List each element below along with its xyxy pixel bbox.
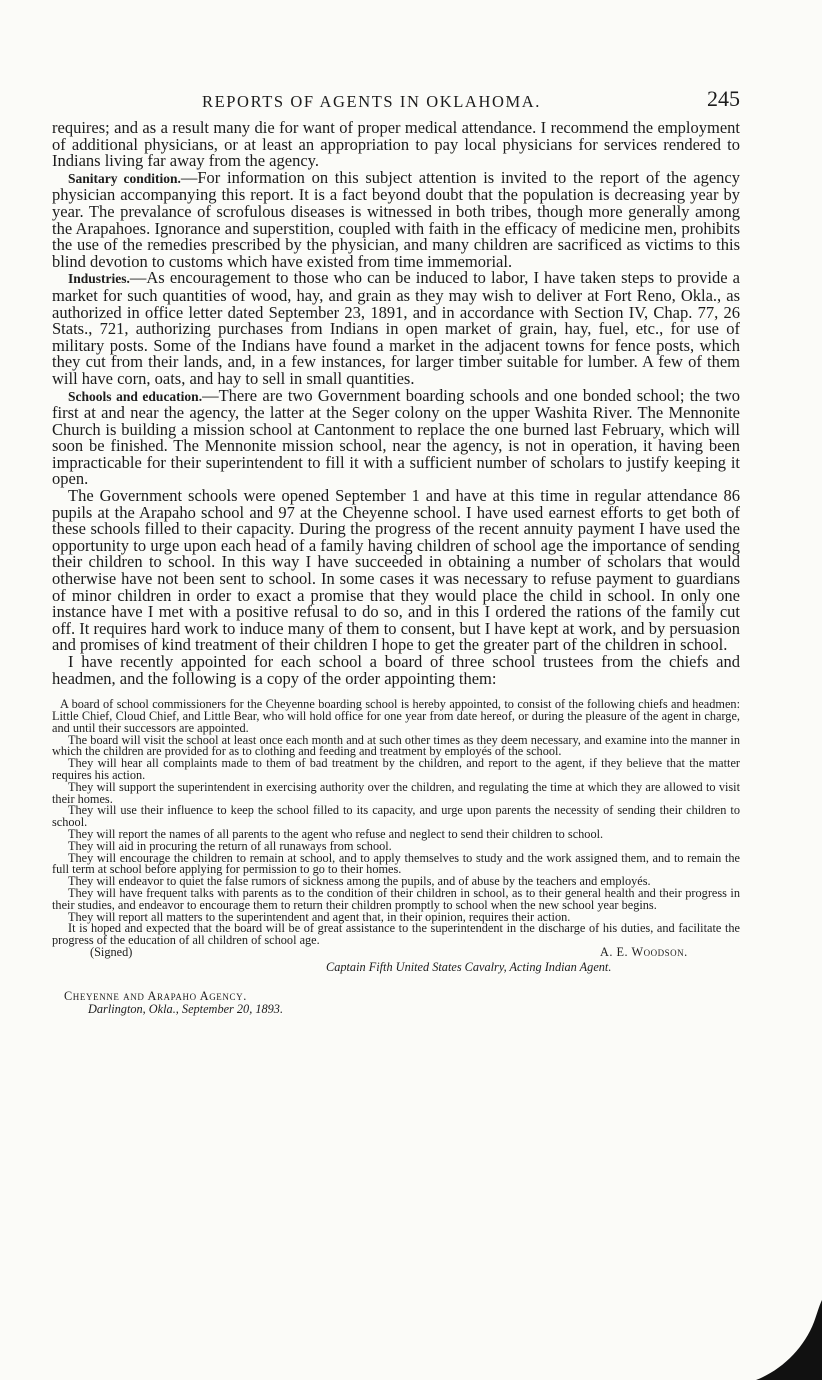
order-item: They will encourage the children to remain at school, and to apply themselves to study and the work assigned them, and to remain the full term at school before applying for permission to go to their homes. — [52, 850, 740, 877]
order-item: They will endeavor to quiet the false rumors of sickness among the pupils, and of abuse by the teachers and employés. — [68, 874, 651, 889]
page-number: 245 — [707, 86, 740, 111]
order-item: They will support the superintendent in exercising authority over the children, and regulating the time at which they are allowed to visit their homes. — [52, 779, 740, 806]
signed-label: (Signed) — [90, 944, 133, 959]
order-item: They will use their influence to keep the school filled to its capacity, and urge upon parents the necessity of sending their children to school. — [52, 803, 740, 830]
order-item: They will hear all complaints made to them of bad treatment by the children, and report to the agent, if they believe that the matter requires his action. — [52, 756, 740, 782]
heading-schools: Schools and education. — [68, 388, 203, 404]
order-item: They will report the names of all parents to the agent who refuse and neglect to send their children to school. — [68, 826, 604, 841]
signer-title: Captain Fifth United States Cavalry, Acting Indian Agent. — [326, 959, 612, 974]
page-corner-shadow — [752, 1300, 822, 1380]
heading-industries: Industries. — [68, 271, 130, 287]
text-industries: —As encouragement to those who can be induced to labor, I have taken steps to provide a market for such quantities of wood, hay, and grain as they may wish to deliver at Fort Reno, Okla., as authorized in office letter dated September 23, 1891, and in accordance with Section IV, Chap. 77, 26 Stats., 721, authorizing purchases from Indians in open market of grain, hay, fuel, etc., for use of military posts. Some of the Indians have found a market in the adjacent towns for fence posts, which they cut from their lands, and, in a few instances, for larger timber suitable for lumber. A few of them will have corn, oats, and hay to sell in small quantities. — [52, 268, 740, 388]
dateline — [52, 990, 740, 1016]
text-sanitary: —For information on this subject attention is invited to the report of the agency physician accompanying this report. It is a fact beyond doubt that the population is decreasing year by year. The prevalance of scrofulous diseases is witnessed in both tribes, though more generally among the Arapahoes. Ignorance and superstition, coupled with faith in the efficacy of medicine men, prohibits the use of the remedies prescribed by the physician, and many children are sacrificed as victims to this blind devotion to customs which have existed from time immemorial. — [52, 167, 740, 271]
order-item: The board will visit the school at least once each month and at such other times as they deem necessary, and examine into the manner in which the children are provided for as to clothing and feeding and treatment by employés of the school. — [52, 732, 740, 759]
paragraph-medical: requires; and as a result many die for want of proper medical attendance. I recommend the employment of additional physicians, or at least an appropriation to pay local physicians for services rendered to Indians living far away from the agency. — [52, 118, 740, 171]
agency-name: Cheyenne and Arapaho Agency. — [64, 988, 247, 1003]
order-item: They will have frequent talks with parents as to the condition of their children in school, as to their general health and their progress in their studies, and endeavor to encourage them to return their children promptly to school when the new school year begins. — [52, 885, 740, 912]
heading-sanitary: Sanitary condition. — [68, 170, 181, 186]
order-item: They will report all matters to the superintendent and agent that, in their opinion, requires their action. — [68, 909, 571, 924]
order-item: They will aid in procuring the return of all runaways from school. — [68, 838, 392, 853]
place-date: Darlington, Okla., September 20, 1893. — [88, 1001, 284, 1016]
paragraph-sanitary — [52, 167, 740, 271]
order-item: It is hoped and expected that the board will be of great assistance to the superintendent in the discharge of his duties, and facilitate the progress of the education of all children of school age. — [52, 921, 740, 948]
text-schools: —There are two Government boarding schools and one bonded school; the two first at and near the agency, the latter at the Seger colony on the upper Washita River. The Mennonite Church is building a mission school at Cantonment to replace the one burned last February, which will soon be finished. The Mennonite mission school, near the agency, is not in operation, it having been impracticable for their superintendent to fill it with a sufficient number of scholars to justify keeping it open. — [52, 385, 740, 489]
page-header — [52, 86, 740, 116]
paragraph-trustees: I have recently appointed for each school a board of three school trustees from the chiefs and headmen, and the following is a copy of the order appointing them: — [52, 652, 740, 688]
signature-row — [52, 944, 740, 960]
running-head: REPORTS OF AGENTS IN OKLAHOMA. — [202, 92, 541, 111]
order-item: A board of school commissioners for the Cheyenne boarding school is hereby appointed, to consist of the following chiefs and headmen: Little Chief, Cloud Chief, and Little Bear, who will hold office for one year from date hereof, or during the pleasure of the agent in charge, and until their successors are appointed. — [52, 697, 740, 735]
appointment-order — [52, 699, 740, 974]
paragraph-industries — [52, 270, 740, 387]
document-page — [52, 86, 740, 1016]
signer-name: A. E. Woodson. — [600, 944, 688, 959]
report-body — [52, 120, 740, 687]
paragraph-schools — [52, 385, 740, 489]
paragraph-attendance: The Government schools were opened September 1 and have at this time in regular attendance 86 pupils at the Arapaho school and 97 at the Cheyenne school. I have used earnest efforts to get both of these schools filled to their capacity. During the progress of the recent annuity payment I have used the opportunity to urge upon each head of a family having children of school age the importance of sending their children to school. In this way I have succeeded in obtaining a number of scholars that would otherwise have not been sent to school. In some cases it was necessary to refuse payment to guardians of minor children in order to exact a promise that they would place the child in school. In only one instance have I met with a positive refusal to do so, and in this I ordered the rations of the family cut off. It requires hard work to induce many of them to consent, but I have kept at work, and by persuasion and promises of kind treatment of their children I hope to get the greater part of the children in school. — [52, 486, 740, 655]
